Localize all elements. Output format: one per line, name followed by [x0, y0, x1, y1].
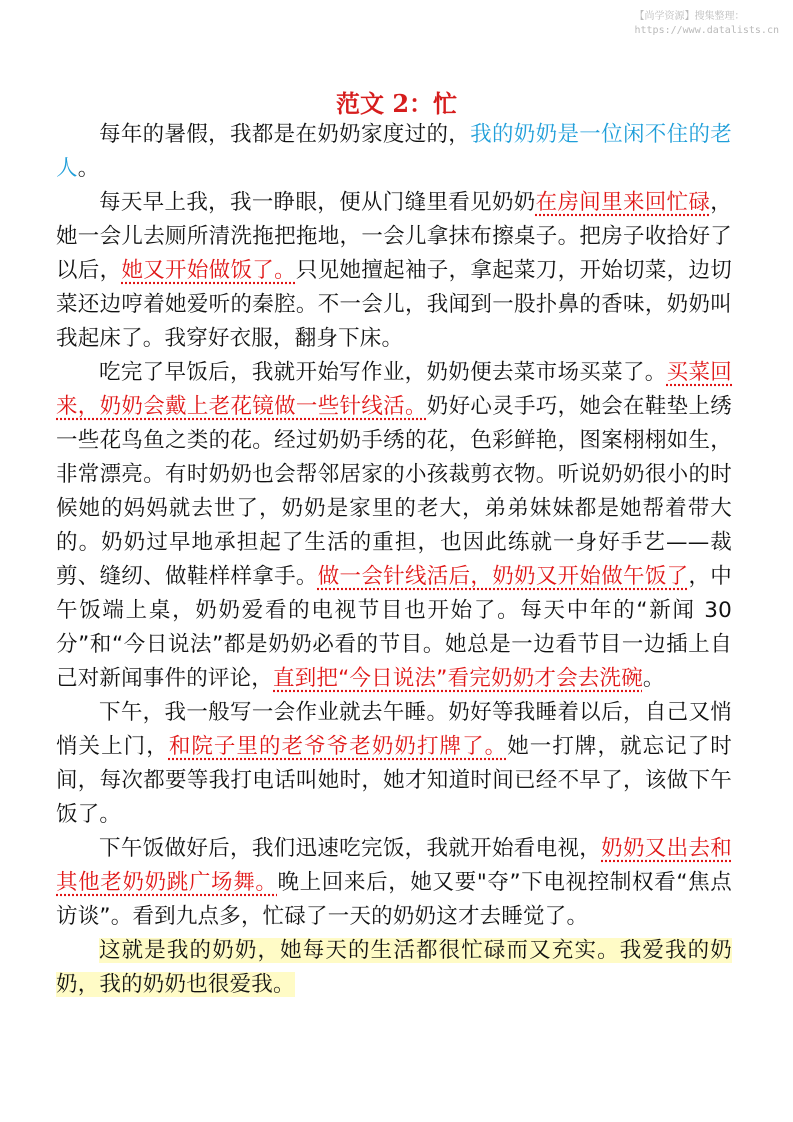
text-segment: 。: [77, 156, 100, 181]
essay-body: [56, 118, 732, 1002]
highlighted-phrase: 直到把“今日说法”看完奶奶才会去洗碗: [273, 666, 643, 691]
watermark-url: https://www.datalists.cn: [634, 25, 779, 36]
essay-paragraph: [56, 186, 732, 356]
highlighted-phrase: 奶奶又出去和其他老奶奶跳广场舞。: [56, 836, 733, 895]
highlighted-phrase: 和院子里的老爷爷老奶奶打牌了。: [168, 734, 508, 759]
essay-paragraph: [56, 832, 732, 934]
text-segment: 。: [642, 666, 665, 691]
closing-sentence: 这就是我的奶奶，她每天的生活都很忙碌而又充实。我爱我的奶奶，我的奶奶也很爱我。: [56, 938, 732, 997]
text-segment: 每天早上我，我一睁眼，便从门缝里看见奶奶: [99, 190, 536, 215]
source-watermark: [635, 10, 780, 38]
highlighted-phrase: 在房间里来回忙碌: [535, 190, 711, 215]
essay-paragraph: [56, 118, 732, 186]
text-segment: 每年的暑假，我都是在奶奶家度过的，: [99, 122, 471, 147]
text-segment: 她一打牌，就忘记了时间，每次都要等我打电话叫她时，她才知道时间已经不早了，该做下午饭了。: [56, 734, 732, 827]
essay-paragraph: [56, 356, 732, 696]
text-segment: 下午饭做好后，我们迅速吃完饭，我就开始看电视，: [99, 836, 602, 861]
topic-sentence: 我的奶奶是一位闲不住的老人: [56, 122, 732, 181]
text-segment: 只见她擅起袖子，拿起菜刀，开始切菜，边切菜还边哼着她爱听的秦腔。不一会儿，我闻到一股扑鼻的香味，奶奶叫我起床了。我穿好衣服，翻身下床。: [56, 258, 732, 351]
watermark-source-label: 【尚学资源】搜集整理：: [634, 11, 745, 22]
essay-title: 范文 2：忙: [335, 89, 458, 118]
text-segment: ，她一会儿去厕所清洗拖把拖地，一会儿拿抹布擦桌子。把房子收拾好了以后，: [56, 190, 732, 283]
highlighted-phrase: 买菜回来，奶奶会戴上老花镜做一些针线活。: [56, 360, 733, 419]
text-segment: 晚上回来后，她又要"夺”下电视控制权看“焦点访谈”。看到九点多，忙碌了一天的奶奶这才去睡觉了。: [56, 870, 732, 929]
essay-paragraph: [56, 696, 732, 832]
text-segment: 吃完了早饭后，我就开始写作业，奶奶便去菜市场买菜了。: [99, 360, 667, 385]
essay-paragraph: [56, 934, 732, 1002]
text-segment: ，中午饭端上桌，奶奶爱看的电视节目也开始了。每天中年的“新闻 30 分”和“今日说法”都是奶奶必看的节目。她总是一边看节目一边插上自己对新闻事件的评论，: [56, 564, 732, 691]
text-segment: 下午，我一般写一会作业就去午睡。奶好等我睡着以后，自己又悄悄关上门，: [56, 700, 732, 759]
highlighted-phrase: 做一会针线活后，奶奶又开始做午饭了: [317, 564, 689, 589]
text-segment: 奶好心灵手巧，她会在鞋垫上绣一些花鸟鱼之类的花。经过奶奶手绣的花，色彩鲜艳，图案栩栩如生，非常漂亮。有时奶奶也会帮邻居家的小孩裁剪衣物。听说奶奶很小的时候她的妈妈就去世了，奶奶是家里的老大，弟弟妹妹都是她帮着带大的。奶奶过早地承担起了生活的重担，也因此练就一身好手艺——裁剪、缝纫、做鞋样样拿手。: [56, 394, 732, 589]
highlighted-phrase: 她又开始做饭了。: [121, 258, 296, 283]
